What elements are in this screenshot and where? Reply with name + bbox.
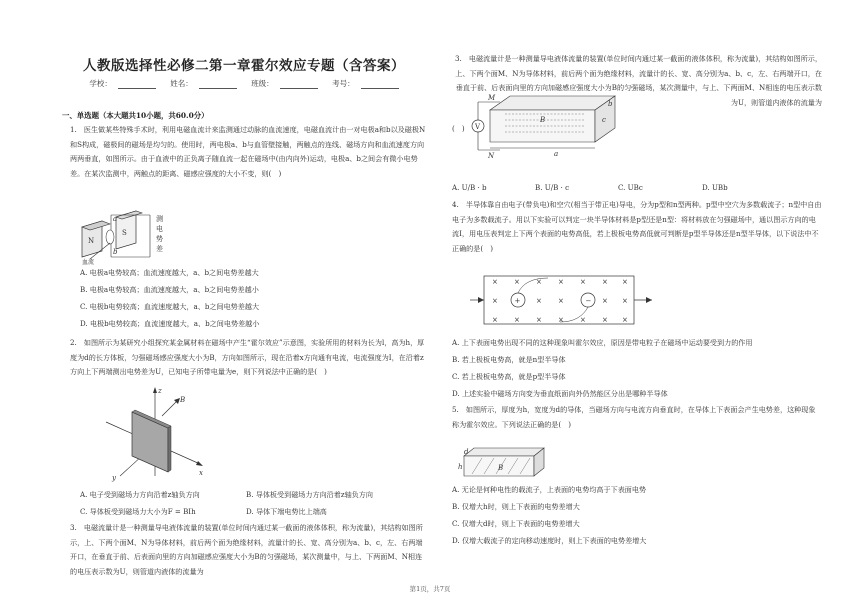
svg-text:B: B: [180, 396, 186, 404]
section-heading: 一、单选题（本大题共10小题，共60.0分）: [62, 111, 209, 120]
svg-text:×: ×: [580, 316, 586, 324]
q3-option-a[interactable]: A. U/B · b: [452, 183, 487, 192]
q5-option-d[interactable]: D. 仅增大载流子的定向移动速度时，则上下表面的电势差增大: [452, 536, 647, 545]
svg-text:b: b: [608, 100, 613, 108]
svg-text:N: N: [88, 237, 95, 245]
q4-option-c[interactable]: C. 若上极板电势高，就是p型半导体: [452, 372, 566, 381]
svg-text:×: ×: [536, 278, 542, 286]
svg-text:h: h: [458, 463, 463, 471]
q5-figure: [458, 444, 553, 484]
svg-text:×: ×: [492, 316, 498, 324]
svg-text:z: z: [158, 387, 162, 395]
page-footer: 第1页，共7页: [409, 585, 451, 593]
svg-text:×: ×: [602, 316, 608, 324]
svg-text:×: ×: [492, 297, 498, 305]
q1-option-d[interactable]: D. 电极b电势较高；血流速度越大，a、b之间电势差越小: [80, 319, 260, 328]
svg-text:x: x: [199, 469, 203, 477]
q5-option-c[interactable]: C. 仅增大d时，则上下表面的电势差增大: [452, 519, 580, 528]
q1-figure: [80, 207, 190, 265]
q3-option-c[interactable]: C. UBc: [618, 183, 643, 192]
page-title: 人教版选择性必修二第一章霍尔效应专题（含答案）: [83, 58, 405, 74]
q4-figure: [470, 272, 655, 328]
svg-text:×: ×: [622, 297, 628, 305]
q5-option-b[interactable]: B. 仅增大h时，则上下表面的电势差增大: [452, 502, 580, 511]
info-exam-no: 考号：: [329, 79, 402, 88]
svg-text:×: ×: [536, 316, 542, 324]
q3-option-d[interactable]: D. UBb: [702, 183, 728, 192]
svg-text:a: a: [554, 150, 559, 158]
svg-text:c: c: [602, 116, 606, 124]
q2-option-b[interactable]: B. 导体板受到磁场力方向沿着z轴负方向: [246, 490, 373, 499]
info-name: 姓名：: [167, 79, 240, 88]
svg-text:×: ×: [602, 278, 608, 286]
q1-option-c[interactable]: C. 电极b电势较高；血流速度越大，a、b之间电势差越大: [80, 302, 260, 311]
svg-text:S: S: [122, 229, 127, 237]
q5-stem: 5. 如图所示，厚度为h，宽度为d的导体，当磁场方向与电流方向垂直时，在导体上下表面会产生电势差，这种现象称为霍尔效应。下列说法正确的是( ): [452, 405, 816, 429]
svg-text:V: V: [475, 123, 481, 131]
svg-text:+: +: [514, 297, 521, 305]
q1-fig-label-4: 差: [156, 245, 163, 253]
svg-text:N: N: [488, 152, 495, 160]
svg-text:B: B: [540, 116, 546, 124]
q4-option-b[interactable]: B. 若上极板电势高，就是n型半导体: [452, 355, 566, 364]
q1-stem: 1. 医生做某些特殊手术时，利用电磁血流计来监测通过动脉的血流速度，电磁血流计由一对电极a和b以及磁极N和S构成，磁极间的磁场是均匀的。使用时，两电极a、b与血管壁接触，两触点的连线、磁场方向和血流速度方向两两垂直，如图所示。由于血液中的正负离子随血流一起在磁场中(由内向外)运动，电极a、b之间会有微小电势差。在某次监测中，两触点的距离、磁感应强度的大小不变，则( ): [70, 125, 426, 178]
svg-text:×: ×: [536, 297, 542, 305]
svg-text:M: M: [488, 94, 496, 102]
q3-stem-continued: 3. 电磁流量计是一种测量导电液体流量的装置(单位时间内通过某一截面的液体体积，称为流量)，其结构如图所示，上、下两个面M、N为导体材料，前后两个面为绝缘材料，流量计的长、宽、高分别为a、b、c，左、右两端开口，在垂直于前、后表面向里的方向加磁感应强度大小为B的匀强磁场，某次测量中，与上、下两面M、N相连的电压表示数为U，则管道内液体的流量为: [455, 54, 822, 107]
q1-fig-label-2: 电: [156, 225, 163, 233]
q2-option-a[interactable]: A. 电子受到磁场力方向沿着z轴负方向: [80, 490, 200, 499]
svg-text:×: ×: [602, 297, 608, 305]
q4-stem: 4. 半导体靠自由电子(带负电)和空穴(相当于带正电)导电，分为p型和n型两种。p型中空穴为多数载流子；n型中自由电子为多数载流子。用以下实验可以判定一块半导体材料是p型还是n型：将材料放在匀强磁场中，通以图示方向的电流I，用电压表判定上下两个表面的电势高低，若上极板电势高低就可判断是p型半导体还是n型半导体，以下说法中不正确的是( ): [452, 200, 822, 253]
q3-option-b[interactable]: B. U/B · c: [535, 183, 570, 192]
svg-text:y: y: [112, 474, 116, 482]
svg-text:×: ×: [514, 316, 520, 324]
q2-stem: 2. 如图所示为某研究小组探究某金属材料在磁场中产生“霍尔效应”示意图，实验所用的材料为长为l，高为h，厚度为d的长方体板，匀强磁场感应强度大小为B，方向如图所示，现在沿着x方向通有电流，电流强度为I，在沿着z方向上下两端测出电势差为U，已知电子所带电量为e，则下列说法中正确的是( ): [70, 338, 425, 376]
svg-text:B: B: [498, 464, 504, 472]
q1-fig-label-blood: 血流: [82, 259, 95, 266]
info-class: 班级：: [248, 79, 321, 88]
svg-text:×: ×: [514, 278, 520, 286]
q2-figure: [100, 384, 210, 484]
q1-fig-label-1: 测: [156, 215, 163, 223]
q4-option-a[interactable]: A. 上下表面电势出现不同的这种现象叫霍尔效应，原因是带电粒子在磁场中运动要受到力的作用: [452, 338, 753, 347]
q2-option-d[interactable]: D. 导体下端电势比上端高: [246, 507, 327, 516]
svg-text:×: ×: [558, 278, 564, 286]
info-school: 学校：: [86, 79, 159, 88]
svg-text:×: ×: [622, 278, 628, 286]
svg-text:×: ×: [558, 316, 564, 324]
q5-option-a[interactable]: A. 无论是何种电性的载流子，上表面的电势均高于下表面电势: [452, 485, 647, 494]
student-info-line: [60, 78, 428, 89]
q4-option-d[interactable]: D. 上述实验中磁场方向变为垂直纸面向外仍然能区分出是哪种半导体: [452, 389, 668, 398]
svg-text:×: ×: [558, 297, 564, 305]
q3-stem: 3. 电磁流量计是一种测量导电液体流量的装置(单位时间内通过某一截面的液体体积，称为流量)，其结构如图所示，上、下两个面M、N为导体材料，前后两个面为绝缘材料，流量计的长、宽、高分别为a、b、c，左、右两端开口，在垂直于前、后表面向里的方向加磁感应强度大小为B的匀强磁场，某次测量中，与上、下两面M、N相连的电压表示数为U，则管道内液体的流量为: [70, 523, 423, 576]
svg-text:×: ×: [622, 316, 628, 324]
svg-text:−: −: [585, 297, 592, 305]
svg-text:×: ×: [580, 278, 586, 286]
q1-option-a[interactable]: A. 电极a电势较高；血流速度越大，a、b之间电势差越大: [80, 268, 259, 277]
q3-figure: [470, 92, 625, 162]
q3-bracket: ( ): [452, 124, 465, 133]
q2-option-c[interactable]: C. 导体板受到磁场力大小为F = BIh: [80, 507, 196, 516]
svg-text:a: a: [113, 215, 118, 223]
svg-text:b: b: [113, 248, 118, 256]
svg-text:d: d: [464, 448, 469, 456]
q1-option-b[interactable]: B. 电极a电势较高；血流速度越大，a、b之间电势差越小: [80, 285, 259, 294]
q1-fig-label-3: 势: [156, 235, 163, 243]
svg-text:×: ×: [492, 278, 498, 286]
